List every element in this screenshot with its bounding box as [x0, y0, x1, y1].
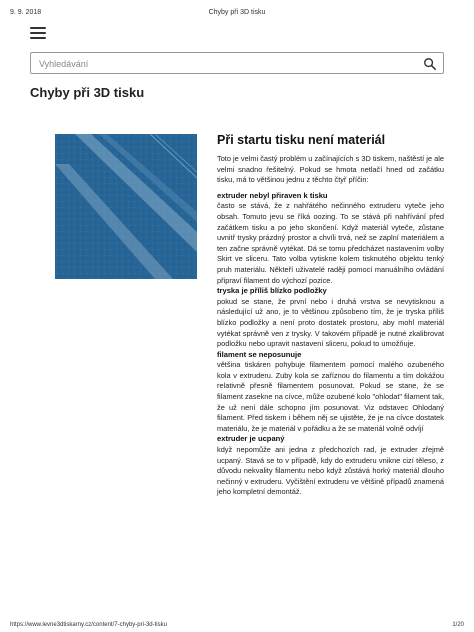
section-text: většina tiskáren pohybuje filamentem pomocí malého ozubeného kola v extruderu. Zuby kola se zaříznou do filamentu a tím dokážou relativně přesně filamentem posunovat. Pokud se stane, že se filament zasekne na cívce, může ozubené kolo "ohlodat" filament tak, že už není dále schopno jím posunovat. Viz odstavec Ohlodaný filament. Před tiskem i během něj se ujistěte, že je na cívce dostatek materiálu, že je materiál v pořádku a že se materiál volně odvíjí	[217, 360, 444, 433]
print-bed-photo	[55, 134, 197, 279]
section-title: extruder je ucpaný	[217, 434, 285, 444]
article	[217, 133, 444, 498]
search-input[interactable]	[37, 54, 421, 74]
page-title: Chyby při 3D tisku	[30, 85, 145, 100]
article-intro: Toto je velmi častý problém u začínajících s 3D tiskem, naštěstí je ale velmi snadno řešitelný. Pokud se hmota netlačí hned od začátku tisku, má to většinou jednu z těchto čtyř příčin:	[217, 154, 444, 185]
section-title: extruder nebyl přiraven k tisku	[217, 190, 328, 200]
print-bed-photo-graphic	[55, 134, 197, 279]
print-date: 9. 9. 2018	[10, 9, 42, 16]
section-title: filament se neposunuje	[217, 349, 302, 359]
section-text: často se stává, že z nahřátého nečinného extruderu vyteče jeho obsah. Tomuto jevu se říká oozing. To se stává při nahřívání před začátkem tisku a po jeho skončení. Když materiál vyteče, zůstane uvnitř trysky prázdný prostor a chvíli trvá, než se zaplní materiálem a ten začne správně vytékat. Dá se tomu předcházet nastavením volby Skirt ve sliceru. Tato volba vytiskne kolem tisknutého objektu tenký pruh materiálu. Někteří uživatelé raději pomocí manuálního ovládání připraví filament do výchozí pozice.	[217, 201, 444, 285]
article-heading: Při startu tisku není materiál	[217, 133, 386, 147]
section-title: tryska je příliš blízko podložky	[217, 286, 327, 296]
hamburger-menu-icon[interactable]	[30, 27, 46, 41]
search-bar	[30, 52, 444, 74]
search-icon[interactable]	[423, 57, 437, 71]
section-text: když nepomůže ani jedna z předchozích rad, je extruder zřejmě ucpaný. Stavá se to v případě, kdy do extruderu vnikne cizí těleso, z důvodu nekvality filamentu nebo když zůstává horký materiál dlouho nečinný v extruderu. Vyčištění extruderu ve většině případů znamená jeho kompletní demontáž.	[217, 445, 444, 497]
section-text: pokud se stane, že první nebo i druhá vrstva se nevytisknou a následující už ano, je to většinou způsobeno tím, že je tryska příliš blízko podložky a není proto dostatek prostoru, aby mohl materiál vytékat správně ven z trysky. V takovém případě je nutné zkalibrovat podložku nebo upravit nastavení sliceru, pokud to umožňuje.	[217, 296, 444, 349]
print-page-number: 1/20	[452, 622, 464, 628]
print-url: https://www.levne3dtiskarny.cz/content/7-chyby-pri-3d-tisku	[10, 622, 167, 628]
print-title: Chyby při 3D tisku	[208, 9, 266, 16]
